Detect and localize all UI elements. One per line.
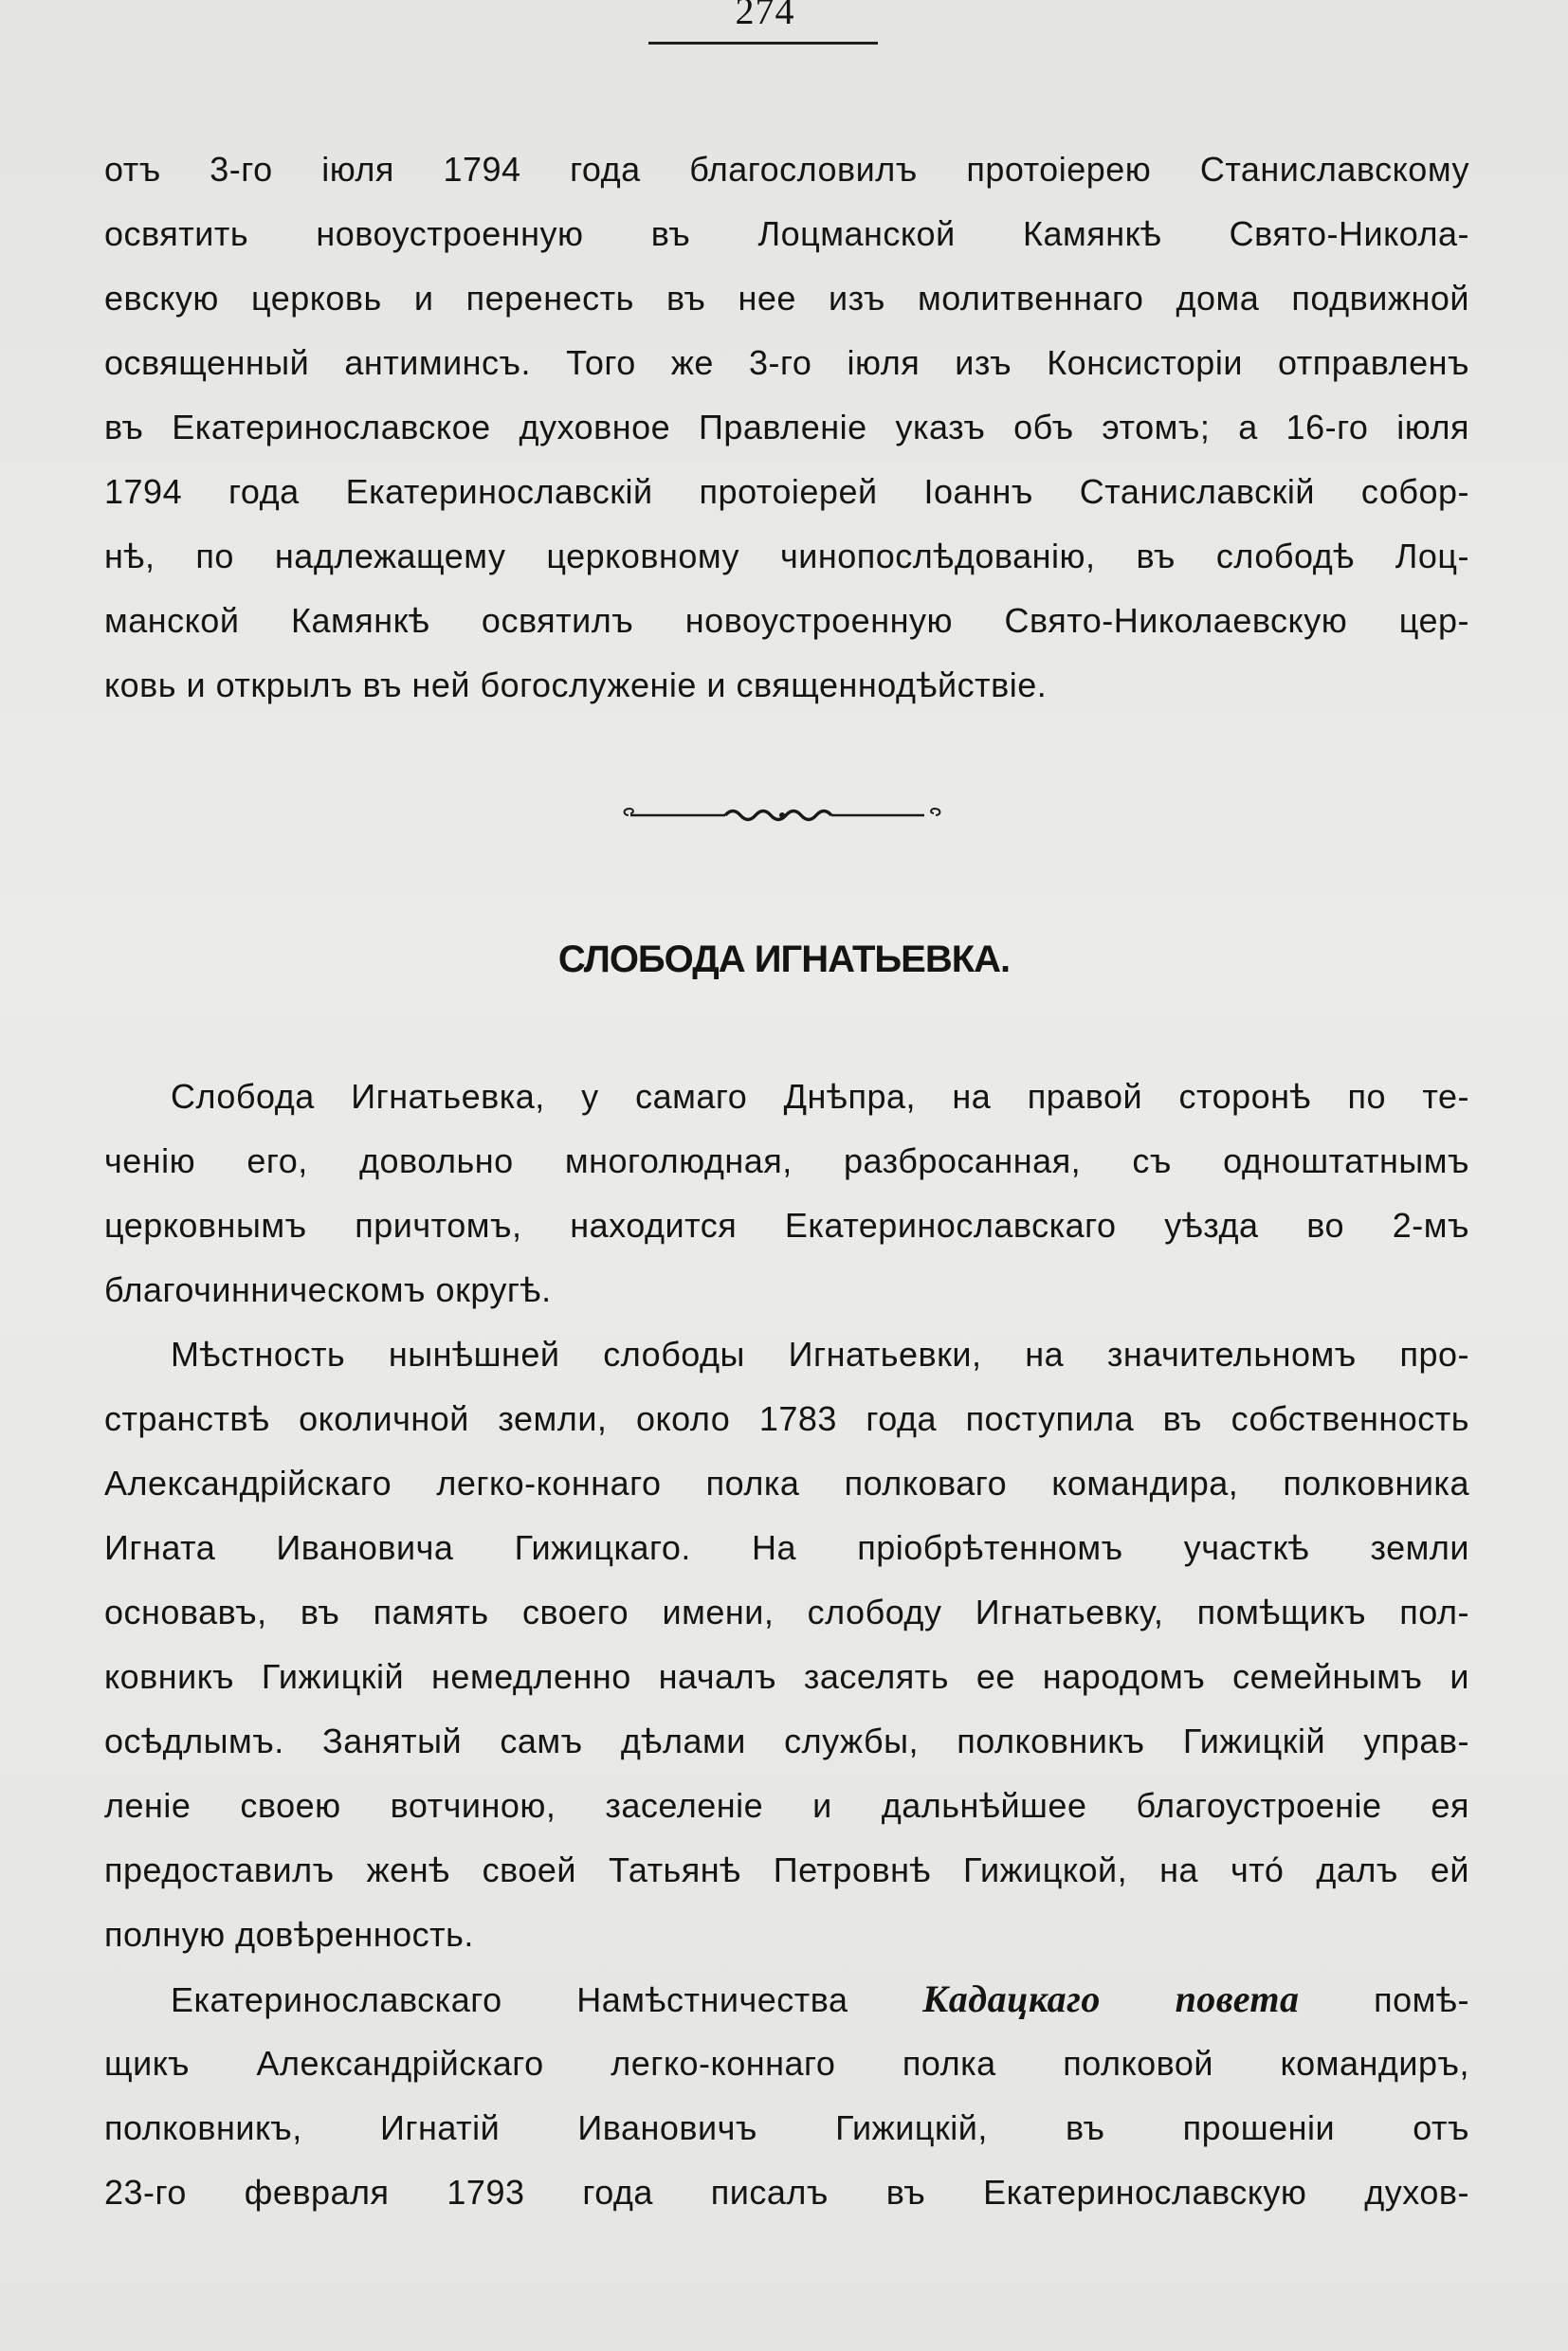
page-number: 274 [735, 0, 795, 32]
text-line: странствѣ околичной земли, около 1783 года поступила въ собственность [104, 1399, 1469, 1438]
text-line: освященный антиминсъ. Того же 3-го іюля изъ Консисторіи отправленъ [104, 343, 1469, 382]
text-segment: Екатеринославскаго Намѣстничества [171, 1980, 923, 2019]
text-line: леніе своею вотчиною, заселеніе и дальнѣйшее благоустроеніе ея [104, 1786, 1469, 1825]
text-line: Слобода Игнатьевка, у самаго Днѣпра, на правой сторонѣ по те- [171, 1077, 1469, 1116]
text-line: Александрійскаго легко-коннаго полка полковаго командира, полковника [104, 1464, 1469, 1503]
text-line: 23-го февраля 1793 года писалъ въ Екатеринославскую духов- [104, 2173, 1469, 2212]
text-line: нѣ, по надлежащему церковному чинопослѣдованію, въ слободѣ Лоц- [104, 537, 1469, 575]
text-line [171, 1972, 1469, 2027]
text-line: полковникъ, Игнатій Ивановичъ Гижицкій, въ прошеніи отъ [104, 2108, 1469, 2147]
text-line: полную довѣренность. [104, 1915, 474, 1954]
text-line: евскую церковь и перенесть въ нее изъ молитвеннаго дома подвижной [104, 279, 1469, 318]
text-line: Мѣстность нынѣшней слободы Игнатьевки, на значительномъ про- [171, 1335, 1469, 1374]
text-line: основавъ, въ память своего имени, слободу Игнатьевку, помѣщикъ пол- [104, 1593, 1469, 1631]
text-line: ченію его, довольно многолюдная, разбросанная, съ одноштатнымъ [104, 1141, 1469, 1180]
text-line: отъ 3-го іюля 1794 года благословилъ протоіерею Станиславскому [104, 150, 1469, 189]
text-line: манской Камянкѣ освятилъ новоустроенную Свято-Николаевскую цер- [104, 601, 1469, 640]
page-number-rule [648, 42, 878, 45]
text-line: въ Екатеринославское духовное Правленіе указъ объ этомъ; а 16-го іюля [104, 408, 1469, 447]
text-line: щикъ Александрійскаго легко-коннаго полка полковой командиръ, [104, 2044, 1469, 2083]
text-line: ковникъ Гижицкій немедленно началъ заселять ее народомъ семейнымъ и [104, 1657, 1469, 1696]
ornament-divider-icon [621, 801, 943, 826]
text-line: предоставилъ женѣ своей Татьянѣ Петровнѣ Гижицкой, на что́ далъ ей [104, 1850, 1469, 1889]
text-line: благочинническомъ округѣ. [104, 1270, 552, 1309]
text-line: церковнымъ причтомъ, находится Екатеринославскаго уѣзда во 2-мъ [104, 1206, 1469, 1245]
italic-term: Кадацкаго повета [922, 1977, 1300, 2020]
section-heading: СЛОБОДА ИГНАТЬЕВКА. [557, 939, 1011, 980]
text-line: освятить новоустроенную въ Лоцманской Камянкѣ Свято-Никола- [104, 214, 1469, 253]
text-line: осѣдлымъ. Занятый самъ дѣлами службы, полковникъ Гижицкій управ- [104, 1722, 1469, 1760]
text-line: 1794 года Екатеринославскій протоіерей Іоаннъ Станиславскій собор- [104, 472, 1469, 511]
text-segment: помѣ- [1299, 1980, 1469, 2019]
text-line: Игната Ивановича Гижицкаго. На пріобрѣтенномъ участкѣ земли [104, 1528, 1469, 1567]
text-line: ковь и открылъ въ ней богослуженіе и священнодѣйствіе. [104, 665, 1048, 704]
